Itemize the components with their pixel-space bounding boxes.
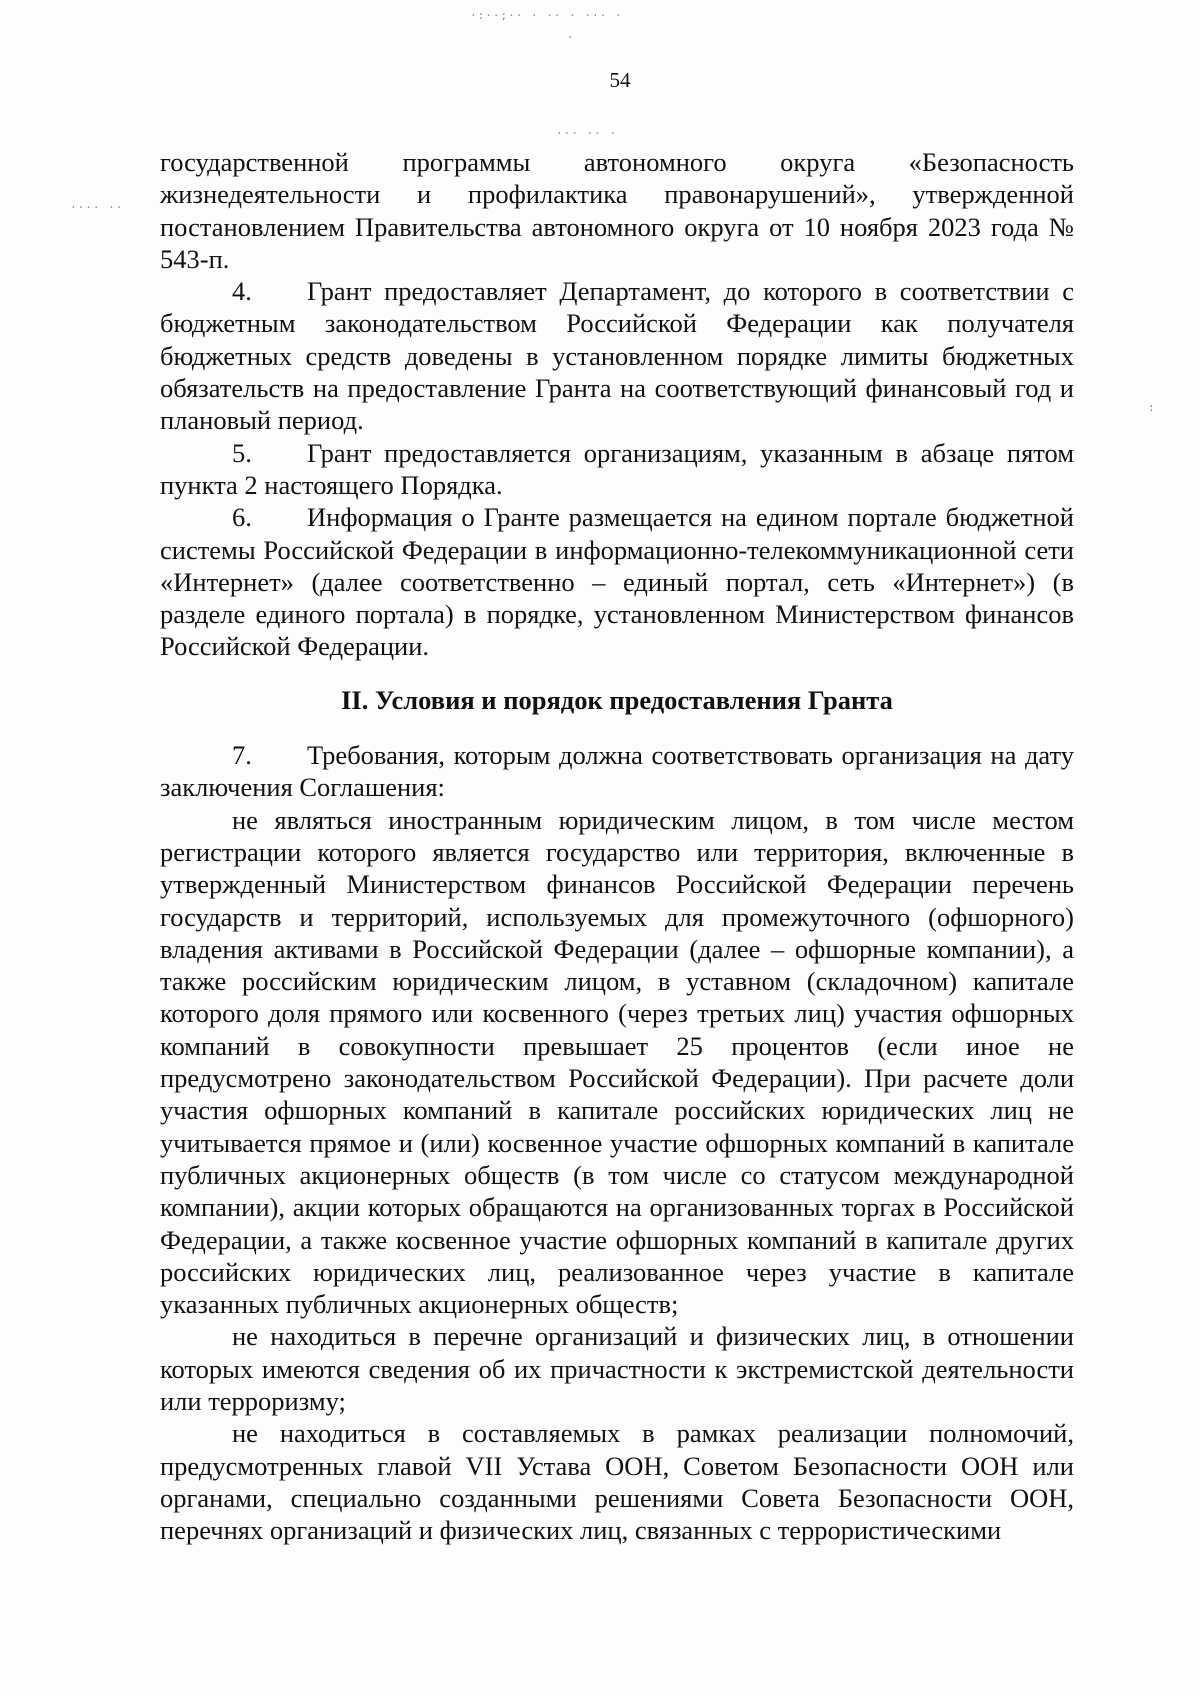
item-text: Информация о Гранте размещается на едином портале бюджетной системы Российской Федерации в информационно-телекоммуникационной сети «Интернет» (далее соответственно – единый портал, сеть «Интернет») (в разделе единого портала) в порядке, установленном Министерством финансов Российской Федерации. [160,502,1074,662]
item-text: Требования, которым должна соответствовать организация на дату заключения Соглашения: [160,740,1074,803]
item-number: 7. [232,740,252,771]
item-number: 4. [232,276,252,307]
item-text: Грант предоставляется организациям, указанным в абзаце пятом пункта 2 настоящего Порядка. [160,437,1074,500]
item-number: 5. [232,437,252,468]
paragraph-requirement-extremism: не находиться в перечне организаций и физических лиц, в отношении которых имеются сведения об их причастности к экстремистской деятельности или терроризму; [160,1321,1074,1416]
section-heading: II. Условия и порядок предоставления Гранта [341,684,893,715]
scan-artifact-right: : [1148,401,1156,414]
paragraph-requirement-un-lists: не находиться в составляемых в рамках реализации полномочий, предусмотренных главой VII Устава ООН, Советом Безопасности ООН или органами, специально созданными решениями Совета Безопасности ООН, перечнях организаций и физических лиц, связанных с террористическими [160,1418,1074,1546]
paragraph-item-7 [160,739,1074,804]
scan-artifact-sub: ··· ·· · [556,127,617,140]
scan-artifact-top: ·:··;·· · ·· · ··· · [470,9,623,22]
item-number: 6. [232,502,252,533]
paragraph-continuation: государственной программы автономного округа «Безопасность жизнедеятельности и профилактика правонарушений», утвержденной постановлением Правительства автономного округа от 10 ноября 2023 года № 543-п. [160,147,1074,274]
item-text: Грант предоставляет Департамент, до которого в соответствии с бюджетным законодательством Российской Федерации как получателя бюджетных средств доведены в установленном порядке лимиты бюджетных обязательств на предоставление Гранта на соответствующий финансовый год и плановый период. [160,276,1074,436]
document-body [160,146,1074,1546]
paragraph-item-6 [160,501,1074,662]
scan-artifact-top-dot: · [567,31,575,44]
scan-artifact-left: ···· ·· [70,201,124,214]
page-number: 54 [609,68,631,92]
paragraph-item-4 [160,275,1074,436]
paragraph-item-5 [160,437,1074,502]
paragraph-requirement-offshore: не являться иностранным юридическим лицом, в том числе местом регистрации которого является государство или территория, включенные в утвержденный Министерством финансов Российской Федерации перечень государств и территорий, используемых для промежуточного (офшорного) владения активами в Российской Федерации (далее – офшорные компании), а также российским юридическим лицом, в уставном (складочном) капитале которого доля прямого или косвенного (через третьих лиц) участия офшорных компаний в совокупности превышает 25 процентов (если иное не предусмотрено законодательством Российской Федерации). При расчете доли участия офшорных компаний в капитале российских юридических лиц не учитывается прямое и (или) косвенное участие офшорных компаний в капитале публичных акционерных обществ (в том числе со статусом международной компании), акции которых обращаются на организованных торгах в Российской Федерации, а также косвенное участие офшорных компаний в капитале других российских юридических лиц, реализованное через участие в капитале указанных публичных акционерных обществ; [160,804,1074,1320]
